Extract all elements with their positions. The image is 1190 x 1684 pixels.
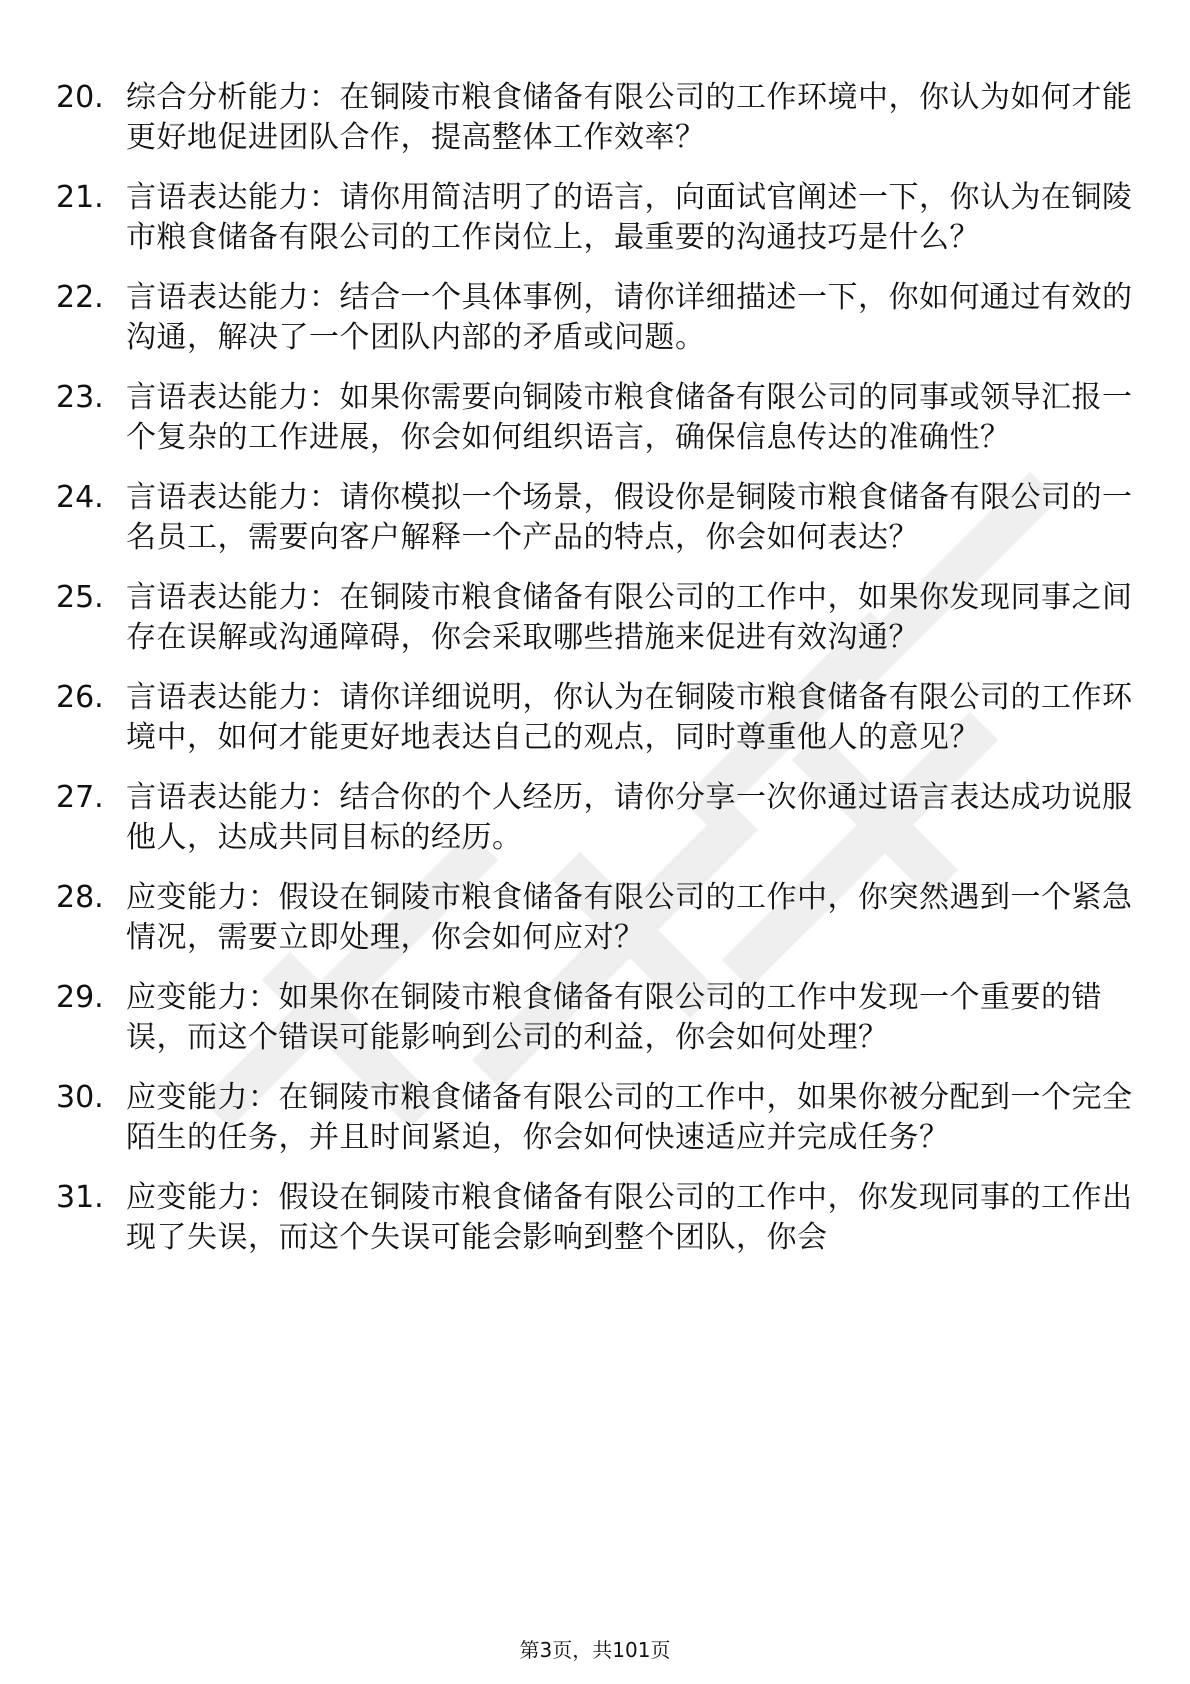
question-number: 21. [56,180,104,215]
question-text: 言语表达能力：请你用简洁明了的语言，向面试官阐述一下，你认为在铜陵市粮食储备有限公司的工作岗位上，最重要的沟通技巧是什么？ [126,180,1133,255]
list-item [56,278,1136,358]
question-text: 言语表达能力：结合一个具体事例，请你详细描述一下，你如何通过有效的沟通，解决了一个团队内部的矛盾或问题。 [126,280,1133,355]
page-footer [0,1636,1190,1664]
question-number: 24. [56,480,104,515]
question-number: 20. [56,80,104,115]
question-number: 26. [56,680,104,715]
list-item [56,1078,1136,1158]
question-text: 应变能力：如果你在铜陵市粮食储备有限公司的工作中发现一个重要的错误，而这个错误可能影响到公司的利益，你会如何处理？ [126,980,1102,1055]
page-number: 第3页，共101页 [519,1638,671,1662]
list-item [56,78,1136,158]
question-number: 27. [56,780,104,815]
question-number: 31. [56,1180,104,1215]
question-number: 23. [56,380,104,415]
question-text: 言语表达能力：如果你需要向铜陵市粮食储备有限公司的同事或领导汇报一个复杂的工作进展，你会如何组织语言，确保信息传达的准确性？ [126,380,1133,455]
question-text: 言语表达能力：请你详细说明，你认为在铜陵市粮食储备有限公司的工作环境中，如何才能更好地表达自己的观点，同时尊重他人的意见？ [126,680,1133,755]
question-text: 综合分析能力：在铜陵市粮食储备有限公司的工作环境中，你认为如何才能更好地促进团队合作，提高整体工作效率？ [126,80,1133,155]
question-number: 30. [56,1080,104,1115]
question-number: 28. [56,880,104,915]
list-item [56,578,1136,658]
question-text: 应变能力：假设在铜陵市粮食储备有限公司的工作中，你发现同事的工作出现了失误，而这个失误可能会影响到整个团队，你会 [126,1180,1133,1255]
list-item [56,978,1136,1058]
list-item [56,478,1136,558]
list-item [56,1178,1136,1258]
list-item [56,678,1136,758]
list-item [56,878,1136,958]
question-number: 22. [56,280,104,315]
question-text: 应变能力：在铜陵市粮食储备有限公司的工作中，如果你被分配到一个完全陌生的任务，并且时间紧迫，你会如何快速适应并完成任务？ [126,1080,1133,1155]
question-list [56,78,1136,1278]
list-item [56,178,1136,258]
list-item [56,778,1136,858]
question-text: 言语表达能力：结合你的个人经历，请你分享一次你通过语言表达成功说服他人，达成共同目标的经历。 [126,780,1133,855]
list-item [56,378,1136,458]
question-text: 言语表达能力：请你模拟一个场景，假设你是铜陵市粮食储备有限公司的一名员工，需要向客户解释一个产品的特点，你会如何表达？ [126,480,1133,555]
question-number: 25. [56,580,104,615]
question-number: 29. [56,980,104,1015]
question-text: 言语表达能力：在铜陵市粮食储备有限公司的工作中，如果你发现同事之间存在误解或沟通障碍，你会采取哪些措施来促进有效沟通？ [126,580,1133,655]
question-text: 应变能力：假设在铜陵市粮食储备有限公司的工作中，你突然遇到一个紧急情况，需要立即处理，你会如何应对？ [126,880,1133,955]
